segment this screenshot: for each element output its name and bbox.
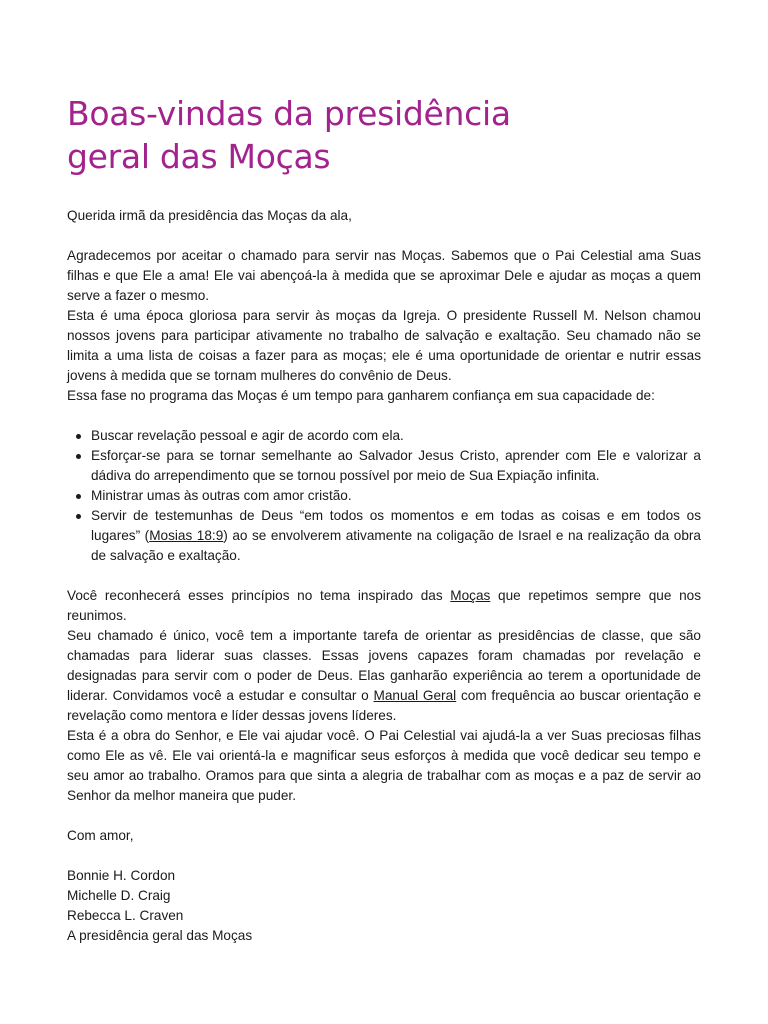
intro-paragraph-3: Essa fase no programa das Moças é um tempo para ganharem confiança em sua capacidade de: xyxy=(67,388,655,403)
manual-geral-link[interactable]: Manual Geral xyxy=(373,688,457,703)
spacer xyxy=(67,806,701,826)
spacer xyxy=(67,566,701,586)
body-paragraph-3: Esta é a obra do Senhor, e Ele vai ajudar você. O Pai Celestial vai ajudá-la a ver Suas preciosas filhas como Ele as vê. Ele vai orientá-la e magnificar seus esforços à medida que você dedicar seu tempo e seu amor ao trabalho. Oramos para que sinta a alegria de trabalhar com as moças e a paz de servir ao Senhor da melhor maneira que puder. xyxy=(67,728,701,803)
spacer xyxy=(67,406,701,426)
greeting: Querida irmã da presidência das Moças da ala, xyxy=(67,208,352,223)
title-line-2: geral das Moças xyxy=(67,137,331,176)
signature-name: Michelle D. Craig xyxy=(67,888,171,903)
mocas-link[interactable]: Moças xyxy=(450,588,491,603)
bullet-icon xyxy=(76,494,81,499)
spacer xyxy=(67,846,701,866)
intro-section xyxy=(67,246,701,406)
body-paragraph-1 xyxy=(67,586,701,626)
bullet-icon xyxy=(76,434,81,439)
signatures xyxy=(67,866,701,946)
list-item-text-end: ) ao se envolverem ativamente na coligação de Israel e na realização da obra de salvação e exaltação. xyxy=(91,528,701,563)
spacer xyxy=(67,226,701,246)
letter-page xyxy=(67,92,701,946)
signature-name: Rebecca L. Craven xyxy=(67,908,184,923)
paragraph-text-end: com frequência ao buscar orientação e revelação como mentora e líder dessas jovens líderes. xyxy=(67,688,702,723)
list-item-text: Ministrar umas às outras com amor cristão. xyxy=(91,488,352,503)
signature-name: Bonnie H. Cordon xyxy=(67,868,176,883)
signature-organization: A presidência geral das Moças xyxy=(67,928,253,943)
list-item xyxy=(91,486,701,506)
list-item-text: Buscar revelação pessoal e agir de acordo com ela. xyxy=(91,428,404,443)
intro-paragraph-1: Agradecemos por aceitar o chamado para servir nas Moças. Sabemos que o Pai Celestial ama Suas filhas e que Ele a ama! Ele vai abençoá-la à medida que se aproximar Dele e ajudar as moças a quem serve a fazer o mesmo. xyxy=(67,248,701,303)
list-item xyxy=(91,426,701,446)
body-paragraph-2 xyxy=(67,626,701,726)
body-section xyxy=(67,586,701,806)
list-item-text-start: Servir de testemunhas de Deus “em todos os momentos e em todas as coisas e em todos os lugares” ( xyxy=(91,508,701,543)
list-item xyxy=(91,446,701,486)
closing: Com amor, xyxy=(67,828,134,843)
list-item-text: Esforçar-se para se tornar semelhante ao Salvador Jesus Cristo, aprender com Ele e valorizar a dádiva do arrependimento que se tornou possível por meio de Sua Expiação infinita. xyxy=(91,448,701,483)
mosias-link[interactable]: Mosias 18:9 xyxy=(149,528,224,543)
closing-section xyxy=(67,826,701,846)
title-line-1: Boas-vindas da presidência xyxy=(67,94,511,133)
bullet-icon xyxy=(76,514,81,519)
intro-paragraph-2: Esta é uma época gloriosa para servir às moças da Igreja. O presidente Russell M. Nelson chamou nossos jovens para participar ativamente no trabalho de salvação e exaltação. Seu chamado não se limita a uma lista de coisas a fazer para as moças; ele é uma oportunidade de orientar e nutrir essas jovens à medida que se tornam mulheres do convênio de Deus. xyxy=(67,308,701,383)
goals-list xyxy=(67,426,701,566)
bullet-icon xyxy=(76,454,81,459)
page-title xyxy=(67,92,701,178)
paragraph-text-start: Você reconhecerá esses princípios no tema inspirado das xyxy=(67,588,451,603)
paragraph-text-end: que repetimos sempre que nos reunimos. xyxy=(67,588,701,623)
list-item xyxy=(91,506,701,566)
paragraph-text-start: Seu chamado é único, você tem a importante tarefa de orientar as presidências de classe, que são chamadas para liderar suas classes. Essas jovens capazes foram chamadas por revelação e designadas para servir com o poder de Deus. Elas ganharão experiência ao terem a oportunidade de liderar. Convidamos você a estudar e consultar o xyxy=(67,628,701,703)
